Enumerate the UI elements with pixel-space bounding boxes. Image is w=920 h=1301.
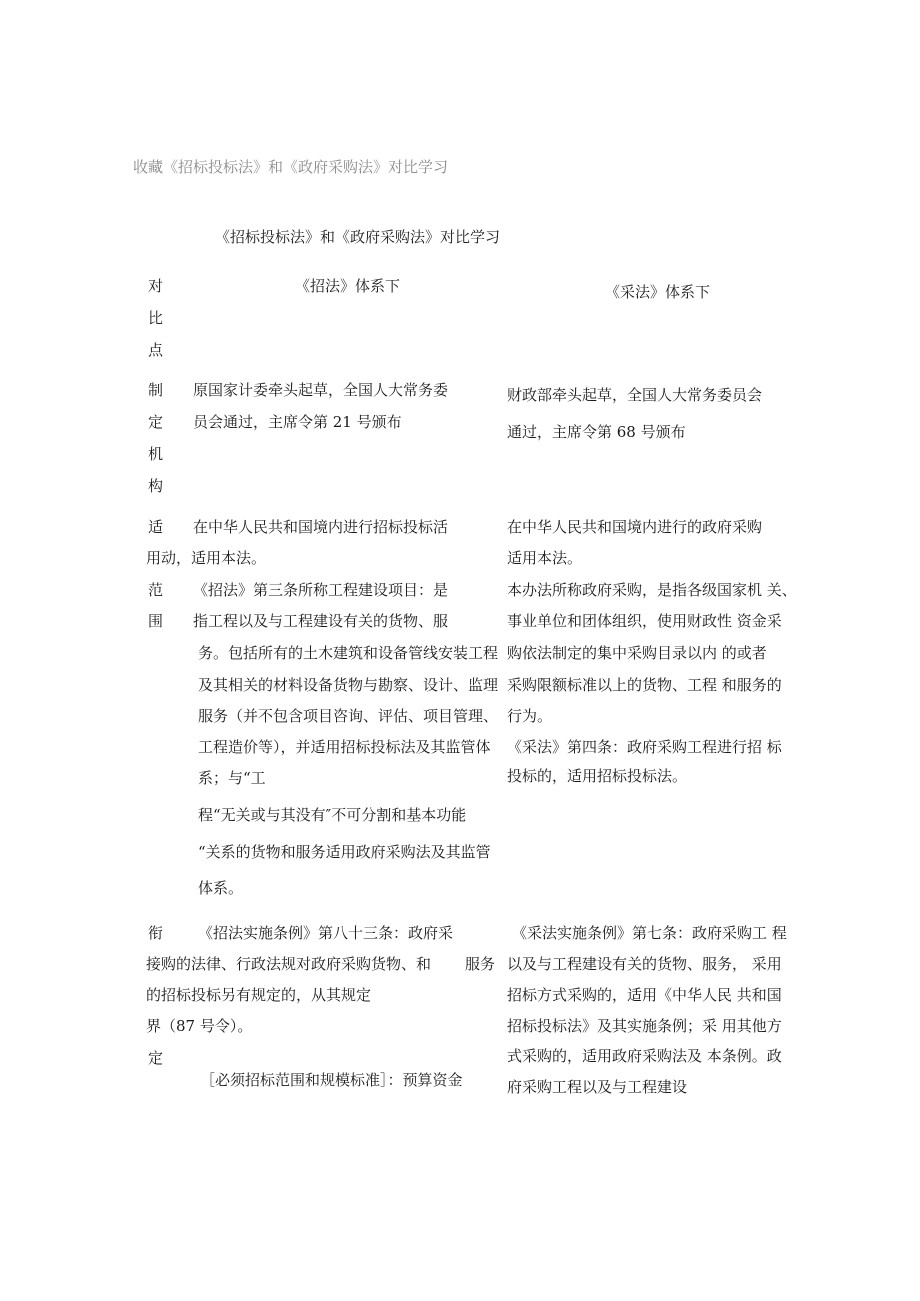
caifa-cell-line: 购依法制定的集中采购目录以内 的或者 xyxy=(507,644,767,662)
table-title: 《招标投标法》和《政府采购法》对比学习 xyxy=(215,228,501,246)
zhaofa-cell-line: 及其相关的材料设备货物与勘察、设计、监理 xyxy=(198,676,499,694)
caifa-cell-line: 《采法》第四条：政府采购工程进行招 标 xyxy=(507,738,782,756)
caifa-cell-line: 府采购工程以及与工程建设 xyxy=(507,1078,688,1096)
row-label-char: 构 xyxy=(148,477,164,495)
row-label-char: 定 xyxy=(148,1049,164,1067)
caifa-cell-line: 财政部牵头起草，全国人大常务委员会 xyxy=(507,386,763,404)
header-label-char: 比 xyxy=(148,309,164,327)
zhaofa-cell-line: 系；与“工 xyxy=(198,769,266,787)
zhaofa-cell-line: 程“无关或与其没有″不可分割和基本功能 xyxy=(198,806,467,824)
row-label-char: 适 xyxy=(148,518,164,536)
row-label-char: 定 xyxy=(148,413,164,431)
mixed-line: 用动，适用本法。 xyxy=(146,549,267,567)
zhaofa-cell-line: 指工程以及与工程建设有关的货物、服 xyxy=(193,612,449,630)
caifa-cell-line: 事业单位和团体组织，使用财政性 资金采 xyxy=(507,612,782,630)
row-label-char: 围 xyxy=(148,612,164,630)
mixed-line: 服务 xyxy=(465,955,496,973)
zhaofa-cell-line: 服务（并不包含项目咨询、评估、项目管理、 xyxy=(198,707,499,725)
header-label-char: 对 xyxy=(148,277,164,295)
zhaofa-cell-line: 《招法实施条例》第八十三条：政府采 xyxy=(198,924,454,942)
header-label-char: 点 xyxy=(148,341,164,359)
zhaofa-cell-line: 务。包括所有的土木建筑和设备管线安装工程 xyxy=(198,644,499,662)
zhaofa-cell-line: 的招标投标另有规定的，从其规定 xyxy=(146,986,372,1004)
row-label-char: 范 xyxy=(148,581,164,599)
row-label-char: 衔 xyxy=(148,924,164,942)
caifa-cell-line: 本办法所称政府采购，是指各级国家机 关、 xyxy=(507,581,797,599)
zhaofa-cell-line: 《招法》第三条所称工程建设项目：是 xyxy=(193,581,449,599)
zhaofa-cell-line: 界（87 号令）。 xyxy=(146,1017,253,1035)
zhaofa-cell-line: 体系。 xyxy=(198,879,244,897)
caifa-cell-line: 通过，主席令第 68 号颁布 xyxy=(507,423,686,441)
header-zhaofa: 《招法》体系下 xyxy=(295,277,401,295)
caifa-cell-line: 行为。 xyxy=(507,707,553,725)
zhaofa-cell-line: 在中华人民共和国境内进行招标投标活 xyxy=(193,518,449,536)
header-caifa: 《采法》体系下 xyxy=(605,283,711,301)
row-label-char: 机 xyxy=(148,445,164,463)
caifa-cell-line: 适用本法。 xyxy=(507,549,583,567)
row-label-char: 制 xyxy=(148,381,164,399)
zhaofa-cell-line: ［必须招标范围和规模标准］：预算资金 xyxy=(200,1071,463,1089)
zhaofa-cell-line: 原国家计委牵头起草，全国人大常务委 xyxy=(193,381,449,399)
caifa-cell-line: 式采购的，适用政府采购法及 本条例。政 xyxy=(507,1047,782,1065)
zhaofa-cell-line: “关系的货物和服务适用政府采购法及其监管 xyxy=(198,843,491,861)
page-title: 收藏《招标投标法》和《政府采购法》对比学习 xyxy=(133,158,449,176)
caifa-cell-line: 招标投标法》及其实施条例；采 用其他方 xyxy=(507,1017,782,1035)
caifa-cell-line: 《采法实施条例》第七条：政府采购工 程 xyxy=(512,924,787,942)
caifa-cell-line: 招标方式采购的，适用《中华人民 共和国 xyxy=(507,986,782,1004)
zhaofa-cell-line: 工程造价等），并适用招标投标法及其监管体 xyxy=(198,738,491,756)
caifa-cell-line: 采购限额标准以上的货物、工程 和服务的 xyxy=(507,676,782,694)
caifa-cell-line: 以及与工程建设有关的货物、服务， 采用 xyxy=(507,955,782,973)
mixed-line: 接购的法律、行政法规对政府采购货物、和 xyxy=(146,955,432,973)
zhaofa-cell-line: 员会通过，主席令第 21 号颁布 xyxy=(193,413,402,431)
caifa-cell-line: 在中华人民共和国境内进行的政府采购 xyxy=(507,518,763,536)
caifa-cell-line: 投标的，适用招标投标法。 xyxy=(507,767,688,785)
